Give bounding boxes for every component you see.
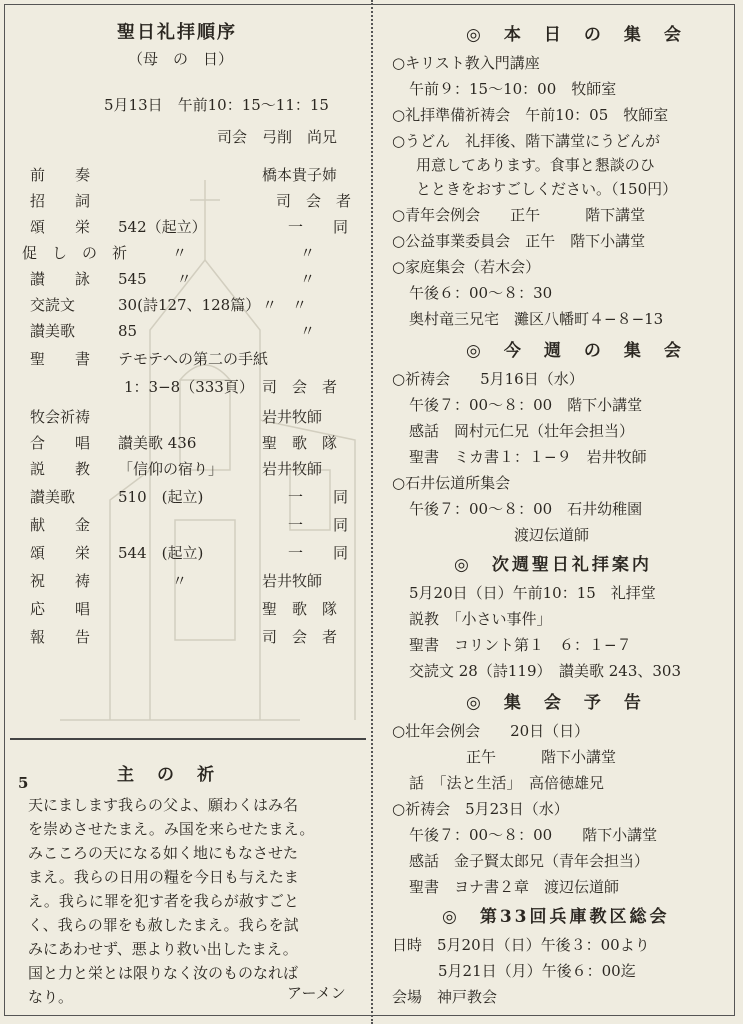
- today-line: ○青年会例会 正午 階下講堂: [392, 206, 646, 224]
- order-person: 〃: [300, 244, 316, 262]
- prayer-line: え。我らに罪を犯す者を我らが赦すごと: [28, 892, 299, 910]
- week-line: 感話 岡村元仁兄（壮年会担当）: [409, 422, 635, 440]
- service-presider: 司会 弓削 尚兄: [217, 128, 338, 146]
- upcoming-line: 感話 金子賢太郎兄（青年会担当）: [409, 852, 650, 870]
- service-date-time: 5月13日 午前10：15〜11：15: [104, 96, 329, 114]
- order-item: 説 教: [30, 460, 91, 478]
- prayer-line: なり。: [28, 988, 74, 1006]
- order-person: 岩井牧師: [262, 408, 323, 426]
- order-person: 司 会 者: [262, 378, 338, 396]
- next-service-heading: ◎ 次週聖日礼拝案内: [454, 555, 652, 575]
- order-item: 報 告: [30, 628, 91, 646]
- order-person: 一 同: [288, 516, 349, 534]
- order-item: 交読文: [30, 296, 76, 314]
- prayer-line: 国と力と栄とは限りなく汝のものなれば: [28, 964, 299, 982]
- today-line: ○公益事業委員会 正午 階下小講堂: [392, 232, 646, 250]
- today-line: ○家庭集会（若木会）: [392, 258, 541, 276]
- order-item: 讃 詠: [30, 270, 91, 288]
- week-heading: ◎ 今 週 の 集 会: [466, 341, 684, 361]
- order-person: 一 同: [288, 488, 349, 506]
- order-item: 祝 祷: [30, 572, 91, 590]
- order-detail: 〃: [172, 572, 188, 590]
- conference-heading: ◎ 第33回兵庫教区総会: [442, 907, 670, 927]
- prayer-line: みこころの天になる如く地にもなさせた: [28, 844, 299, 862]
- today-line: ○キリスト教入門講座: [392, 54, 540, 72]
- order-detail: 讃美歌 436: [118, 434, 197, 452]
- order-person: 聖 歌 隊: [262, 434, 338, 452]
- order-item: 応 唱: [30, 600, 91, 618]
- order-detail: 542（起立）: [118, 218, 207, 236]
- order-item: 促 し の 祈: [22, 244, 128, 262]
- week-line: 午後７：00〜８：00 階下小講堂: [409, 396, 643, 414]
- week-line: ○石井伝道所集会: [392, 474, 511, 492]
- order-person: 司 会 者: [262, 628, 338, 646]
- upcoming-line: 正午 階下小講堂: [466, 748, 617, 766]
- order-person: 司 会 者: [276, 192, 352, 210]
- order-person: 橋本貴子姉: [262, 166, 338, 184]
- week-line: ○祈祷会 5月16日（水）: [392, 370, 584, 388]
- order-item: 聖 書: [30, 350, 91, 368]
- conference-line: 5月21日（月）午後６：00迄: [438, 962, 636, 980]
- order-detail: 544 (起立): [118, 544, 204, 562]
- order-detail: テモテへの第二の手紙: [118, 350, 269, 368]
- prayer-line: まえ。我らの日用の糧を今日も与えたま: [28, 868, 299, 886]
- week-line: 午後７：00〜８：00 石井幼稚園: [409, 500, 643, 518]
- order-person: 一 同: [288, 218, 349, 236]
- upcoming-line: ○壮年会例会 20日（日）: [392, 722, 590, 740]
- order-detail: 〃: [172, 244, 188, 262]
- prayer-line: く、我らの罪をも赦したまえ。我らを試: [28, 916, 299, 934]
- order-person: 〃 〃: [262, 296, 308, 314]
- order-item: 合 唱: [30, 434, 91, 452]
- order-item: 献 金: [30, 516, 91, 534]
- upcoming-heading: ◎ 集 会 予 告: [466, 693, 644, 713]
- order-item: 牧会祈祷: [30, 408, 91, 426]
- order-item: 頌 栄: [30, 218, 91, 236]
- prayer-line: みにあわせず、悪より救い出したまえ。: [28, 940, 298, 958]
- upcoming-line: 聖書 ヨナ書２章 渡辺伝道師: [409, 878, 620, 896]
- order-detail: 1：3−8（333頁）: [124, 378, 254, 396]
- service-title: 聖日礼拝順序: [117, 22, 237, 43]
- today-line: 午後６：00〜８：30: [409, 284, 553, 302]
- order-person: 〃: [300, 270, 316, 288]
- next-line: 説教 「小さい事件」: [409, 610, 552, 628]
- order-person: 聖 歌 隊: [262, 600, 338, 618]
- order-detail: 545 〃: [118, 270, 192, 288]
- upcoming-line: 話 「法と生活」 高倍徳雄兄: [409, 774, 605, 792]
- today-line: とときをおすごしください。（150円）: [416, 180, 678, 198]
- order-detail: 「信仰の宿り」: [118, 460, 224, 478]
- week-line: 聖書 ミカ書１：１−９ 岩井牧師: [409, 448, 647, 466]
- order-person: 〃: [300, 322, 316, 340]
- order-person: 岩井牧師: [262, 572, 323, 590]
- prayer-line: を崇めさせたまえ。み国を来らせたまえ。: [28, 820, 315, 838]
- conference-line: 日時 5月20日（日）午後３：00より: [392, 936, 650, 954]
- order-detail: 510 (起立): [118, 488, 204, 506]
- conference-line: 会場 神戸教会: [392, 988, 498, 1006]
- order-person: 岩井牧師: [262, 460, 323, 478]
- page-number-fragment: 5: [18, 774, 29, 792]
- prayer-line: 天にまします我らの父よ、願わくはみ名: [28, 796, 299, 814]
- order-item: 頌 栄: [30, 544, 91, 562]
- upcoming-line: 午後７：00〜８：00 階下小講堂: [409, 826, 658, 844]
- week-line: 渡辺伝道師: [514, 526, 590, 544]
- today-heading: ◎ 本 日 の 集 会: [466, 25, 684, 45]
- today-line: ○うどん 礼拝後、階下講堂にうどんが: [392, 132, 661, 150]
- order-item: 前 奏: [30, 166, 91, 184]
- prayer-title: 主 の 祈: [117, 765, 217, 785]
- next-line: 交読文 28（詩119） 讃美歌 243、303: [409, 662, 682, 680]
- amen: アーメン: [287, 984, 346, 1002]
- order-item: 招 詞: [30, 192, 91, 210]
- today-line: ○礼拝準備祈祷会 午前10：05 牧師室: [392, 106, 669, 124]
- order-item: 讃美歌: [30, 322, 76, 340]
- order-detail: 85: [118, 322, 138, 340]
- order-person: 一 同: [288, 544, 349, 562]
- order-detail: 30(詩127、128篇）: [118, 296, 261, 314]
- today-line: 午前９：15〜10：00 牧師室: [409, 80, 617, 98]
- next-line: 聖書 コリント第１ ６：１−７: [409, 636, 632, 654]
- today-line: 奥村竜三兄宅 灘区八幡町４−８−13: [409, 310, 664, 328]
- upcoming-line: ○祈祷会 5月23日（水）: [392, 800, 569, 818]
- service-subtitle: （母 の 日）: [128, 50, 234, 68]
- order-item: 讃美歌: [30, 488, 76, 506]
- today-line: 用意してあります。食事と懇談のひ: [416, 156, 655, 174]
- next-line: 5月20日（日）午前10：15 礼拝堂: [409, 584, 656, 602]
